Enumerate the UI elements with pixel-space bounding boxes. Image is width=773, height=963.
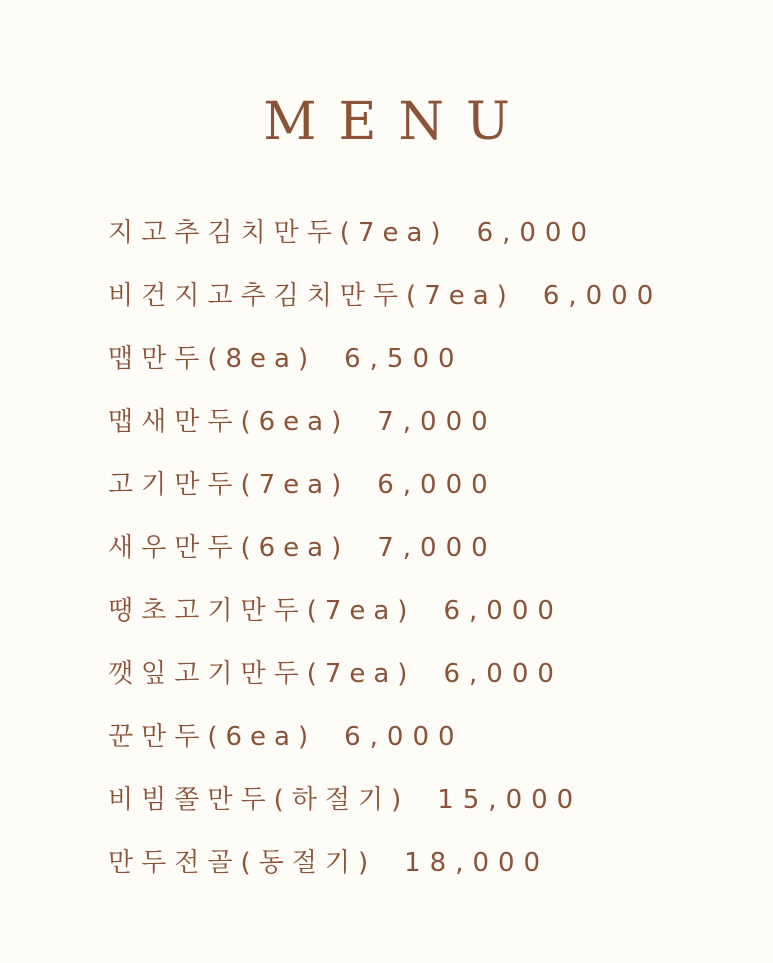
menu-item: [108, 336, 662, 399]
menu-item: [108, 588, 662, 651]
item-price: 18,000: [404, 848, 550, 878]
item-name: 고기만두(7ea): [108, 470, 350, 500]
menu-item: [108, 525, 662, 588]
item-price: 6,000: [542, 281, 663, 311]
item-name: 맵새만두(6ea): [108, 407, 350, 437]
item-name: 만두전골(동절기): [108, 848, 377, 878]
item-name: 땡초고기만두(7ea): [108, 596, 416, 626]
menu-item: [108, 714, 662, 777]
item-price: 7,000: [377, 407, 497, 437]
item-name: 깻잎고기만두(7ea): [108, 659, 416, 689]
item-price: 6,000: [443, 659, 563, 689]
item-name: 지고추김치만두(7ea): [108, 218, 449, 248]
menu-item: [108, 399, 662, 462]
menu-item: [108, 777, 662, 840]
item-price: 6,000: [344, 722, 464, 752]
item-price: 7,000: [377, 533, 497, 563]
menu-list: [108, 210, 662, 903]
menu-item: [108, 651, 662, 714]
item-name: 비건지고추김치만두(7ea): [108, 281, 515, 311]
item-name: 맵만두(8ea): [108, 344, 317, 374]
menu-item: [108, 273, 662, 336]
item-name: 새우만두(6ea): [108, 533, 350, 563]
menu-title: MENU: [263, 92, 532, 152]
menu-item: [108, 210, 662, 273]
item-price: 6,500: [344, 344, 464, 374]
menu-item: [108, 462, 662, 525]
menu-item: [108, 840, 662, 903]
item-price: 6,000: [476, 218, 597, 248]
item-price: 6,000: [443, 596, 563, 626]
item-name: 꾼만두(6ea): [108, 722, 317, 752]
item-price: 6,000: [377, 470, 497, 500]
item-name: 비빔쫄만두(하절기): [108, 785, 410, 815]
item-price: 15,000: [437, 785, 583, 815]
